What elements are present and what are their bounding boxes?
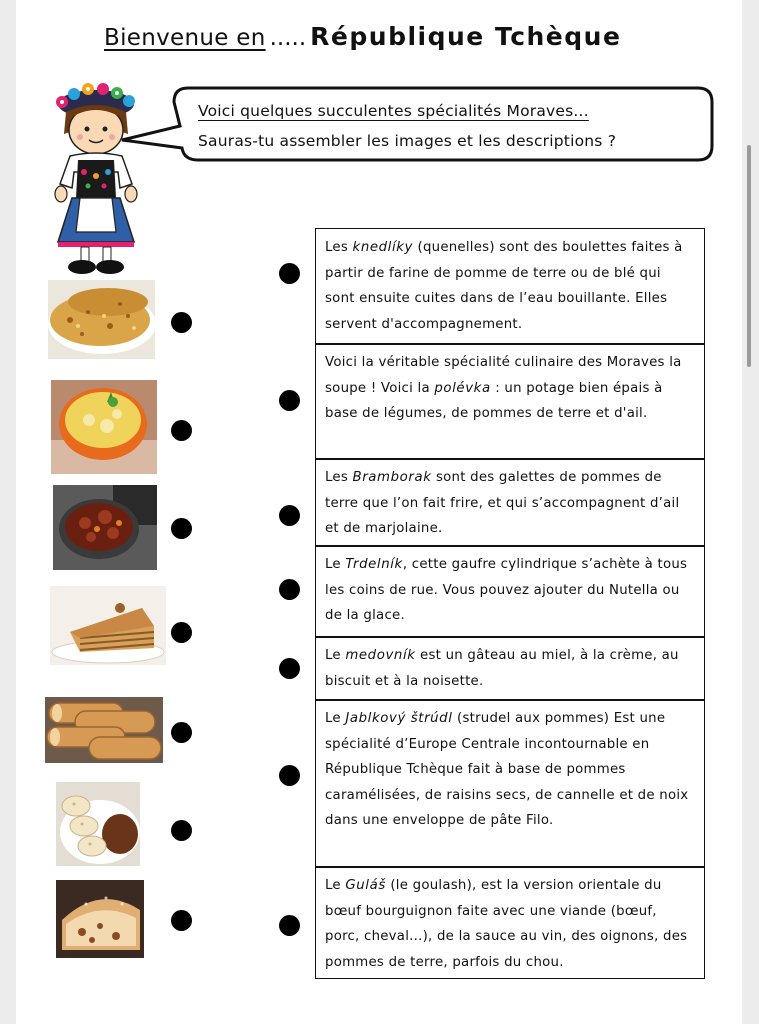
bramborak-potato-pancakes-photo (48, 280, 155, 359)
dish-name: medovník (345, 648, 416, 663)
description-box-jablkovy-strudl (315, 699, 705, 868)
description-text: Les (325, 470, 353, 485)
right-match-dot[interactable] (279, 579, 300, 600)
trdelnik-pastry-photo (45, 697, 163, 763)
description-box-gulas (315, 866, 705, 979)
description-box-knedliky (315, 228, 705, 345)
description-text: , cette gaufre cylindrique s’achète à tous les coins de rue. Vous pouvez ajouter du Nutella ou de la glace. (325, 557, 688, 624)
jablkovy-strudl-strudel-photo (56, 880, 144, 958)
bubble-line-2: Sauras-tu assembler les images et les descriptions ? (198, 132, 617, 150)
left-match-dot[interactable] (171, 622, 192, 643)
title-dots: ..... (269, 25, 307, 51)
title-country: République Tchèque (310, 22, 622, 51)
description-text: Voici la véritable spécialité culinaire des Moraves la soupe ! Voici la (325, 355, 682, 396)
description-text: (strudel aux pommes) Est une spécialité d’Europe Centrale incontournable en République Tchèque fait à base de pommes caramélisées, de raisins secs, de cannelle et de noix dans une enveloppe de pâte Filo. (325, 711, 689, 829)
description-box-trdelnik (315, 545, 705, 638)
right-match-dot[interactable] (279, 390, 300, 411)
description-text: sont des galettes de pommes de terre que l’on fait frire, et qui s’accompagnent d’ail et de marjolaine. (325, 470, 680, 537)
dish-name: Bramborak (352, 470, 432, 485)
left-match-dot[interactable] (171, 518, 192, 539)
bubble-line-1: Voici quelques succulentes spécialités Moraves... (198, 102, 589, 120)
left-match-dot[interactable] (171, 820, 192, 841)
scrollbar[interactable] (747, 145, 751, 367)
right-match-dot[interactable] (279, 765, 300, 786)
description-text: est un gâteau au miel, à la crème, au biscuit et à la noisette. (325, 648, 679, 689)
gulas-goulash-photo (53, 485, 157, 570)
description-text: Le (325, 648, 346, 663)
left-match-dot[interactable] (171, 722, 192, 743)
knedliky-dumplings-photo (56, 782, 140, 866)
dish-name: Guláš (345, 878, 386, 893)
description-text: Les (325, 240, 353, 255)
right-match-dot[interactable] (279, 658, 300, 679)
page-title (104, 22, 621, 51)
dish-name: knedlíky (352, 240, 414, 255)
left-match-dot[interactable] (171, 910, 192, 931)
description-text: Le (325, 557, 346, 572)
description-text: Le (325, 711, 346, 726)
description-text: : un potage bien épais à base de légumes, de pommes de terre et d'ail. (325, 380, 663, 422)
description-text: (le goulash), est la version orientale du bœuf bourguignon faite avec une viande (bœuf, porc, cheval...), de la sauce au vin, des oignons, des pommes de terre, parfois du chou. (325, 878, 688, 970)
description-box-bramborak (315, 458, 705, 547)
right-match-dot[interactable] (279, 263, 300, 284)
medovnik-honey-cake-photo (50, 586, 166, 665)
right-match-dot[interactable] (279, 505, 300, 526)
description-box-polevka (315, 343, 705, 460)
left-match-dot[interactable] (171, 420, 192, 441)
polevka-soup-photo (51, 380, 157, 474)
speech-bubble-text (198, 96, 616, 156)
title-lead: Bienvenue en (104, 25, 266, 51)
left-match-dot[interactable] (171, 312, 192, 333)
right-match-dot[interactable] (279, 915, 300, 936)
description-text: Le (325, 878, 346, 893)
description-box-medovnik (315, 636, 705, 701)
dish-name: Trdelník (345, 557, 403, 572)
description-text: (quenelles) sont des boulettes faites à partir de farine de pomme de terre ou de blé qui sont ensuite cuites dans de l’eau bouillante. Elles servent d'accompagnement. (325, 240, 683, 332)
dish-name: polévka (434, 380, 491, 396)
dish-name: Jablkový štrúdl (345, 711, 453, 726)
